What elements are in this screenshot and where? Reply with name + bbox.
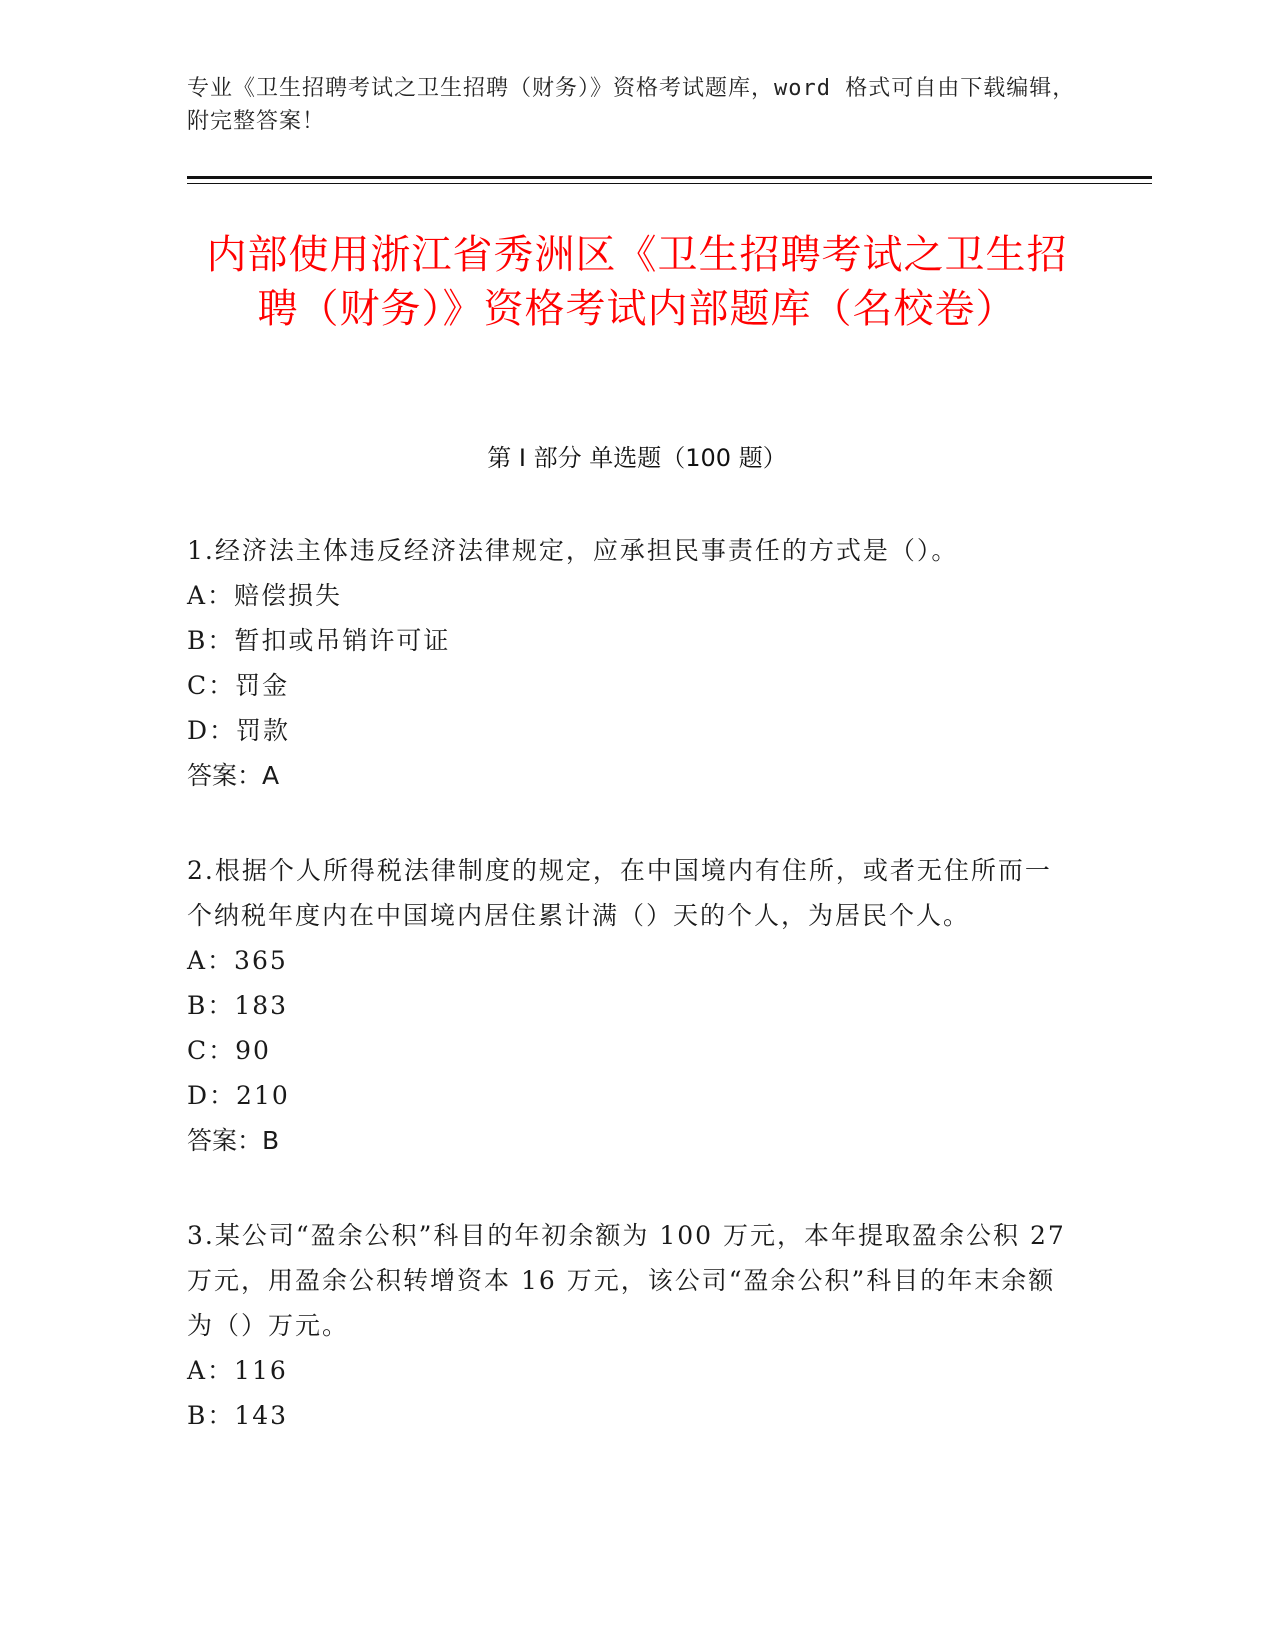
header-note: 专业《卫生招聘考试之卫生招聘（财务）》资格考试题库，word 格式可自由下载编辑，附完整答案！ xyxy=(187,76,1076,134)
document-title: 内部使用浙江省秀洲区《卫生招聘考试之卫生招聘（财务）》资格考试内部题库（名校卷） xyxy=(206,232,1068,332)
question-list xyxy=(187,528,1067,1488)
option-b: B：183 xyxy=(187,991,289,1020)
option-c: C：罚金 xyxy=(187,671,290,700)
question-item xyxy=(187,1213,1067,1438)
header-rule-thin xyxy=(187,183,1152,184)
answer-line: 答案：B xyxy=(187,1126,280,1155)
option-a: A：116 xyxy=(187,1356,288,1385)
section-title: 第 I 部分 单选题（100 题） xyxy=(487,444,787,472)
question-item xyxy=(187,848,1067,1163)
question-text: 1.经济法主体违反经济法律规定，应承担民事责任的方式是（）。 xyxy=(187,536,959,565)
option-b: B：143 xyxy=(187,1401,289,1430)
question-item xyxy=(187,528,1067,798)
option-b: B：暂扣或吊销许可证 xyxy=(187,626,451,655)
option-d: D：210 xyxy=(187,1081,290,1110)
option-d: D：罚款 xyxy=(187,716,291,745)
question-text: 2.根据个人所得税法律制度的规定，在中国境内有住所，或者无住所而一个纳税年度内在中国境内居住累计满（）天的个人，为居民个人。 xyxy=(187,856,1052,930)
question-text: 3.某公司“盈余公积”科目的年初余额为 100 万元，本年提取盈余公积 27 万元，用盈余公积转增资本 16 万元，该公司“盈余公积”科目的年末余额为（）万元。 xyxy=(187,1221,1066,1340)
option-a: A：365 xyxy=(187,946,288,975)
option-c: C：90 xyxy=(187,1036,271,1065)
header-rule-thick xyxy=(187,176,1152,179)
option-a: A：赔偿损失 xyxy=(187,581,343,610)
answer-line: 答案：A xyxy=(187,761,280,790)
